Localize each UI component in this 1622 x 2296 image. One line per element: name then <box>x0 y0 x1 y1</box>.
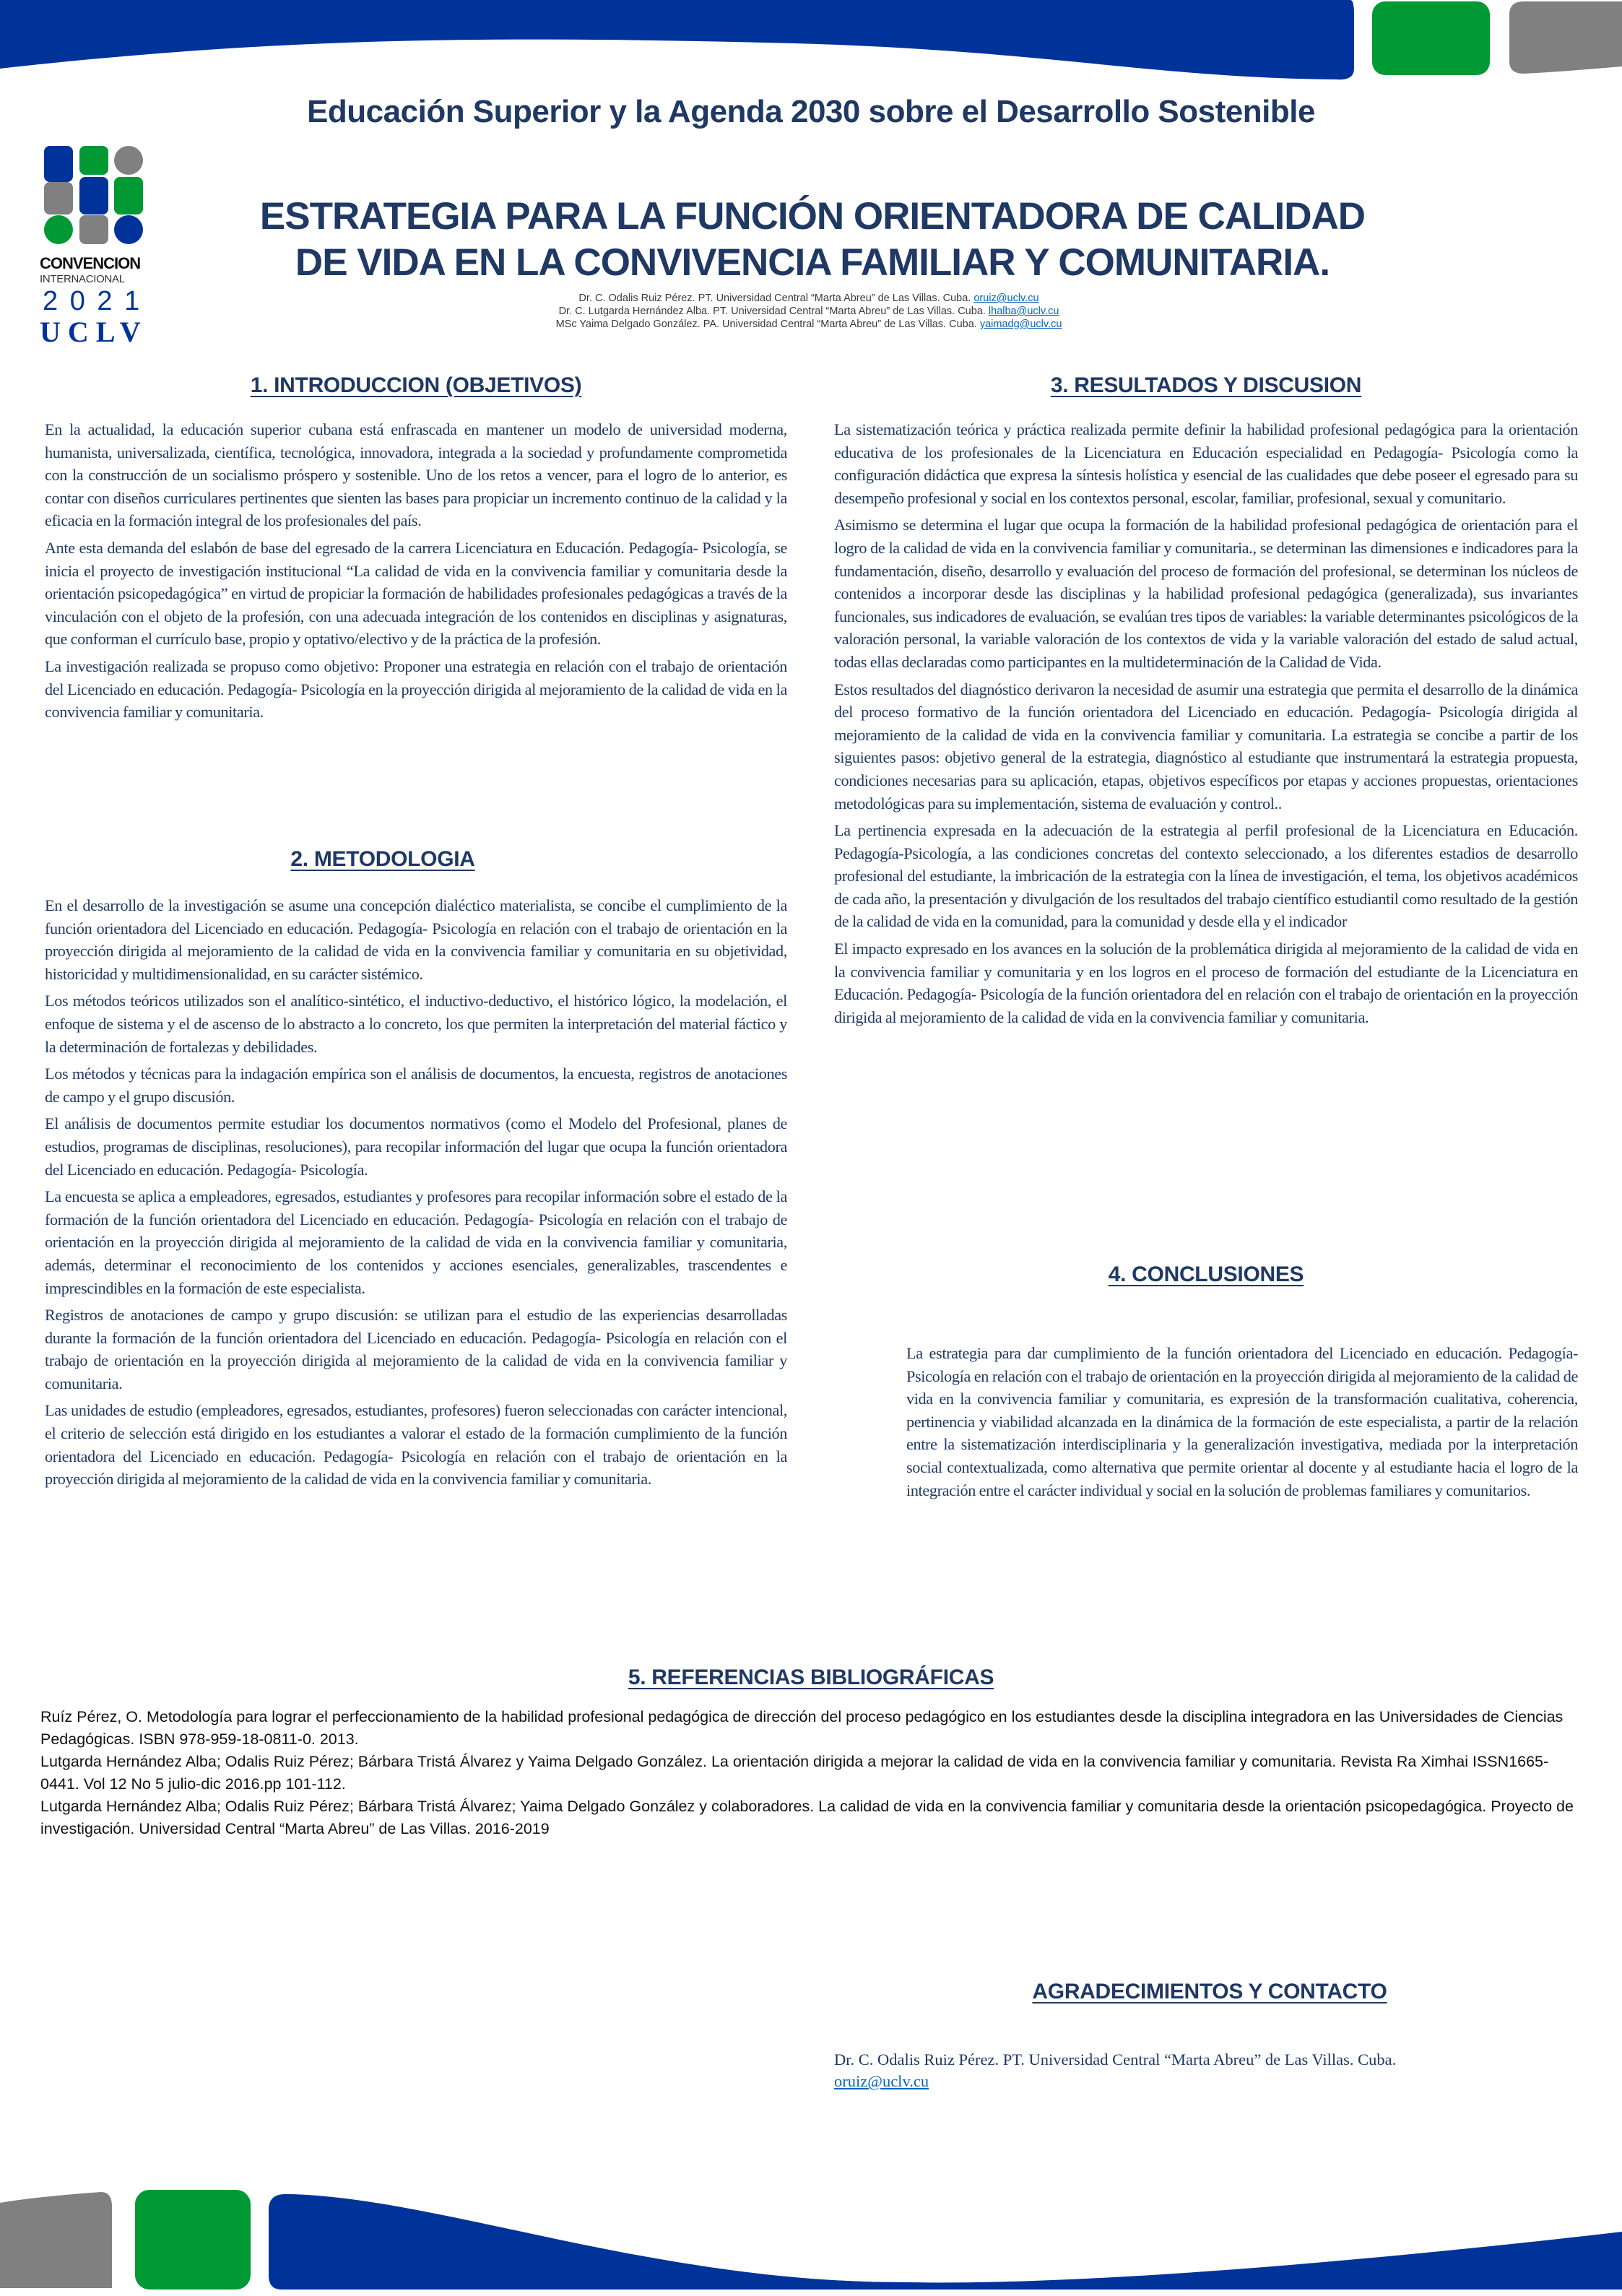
paragraph: Registros de anotaciones de campo y grupo discusión: se utilizan para el estudio de las experiencias desarrolladas durante la formación de la función orientadora del Licenciado en educación. Pedagogía- Psicología en relación con el trabajo de orientación en la proyección dirigida al mejoramiento de la calidad de vida en la convivencia familiar y comunitaria. <box>45 1306 787 1392</box>
logo-mark-icon <box>42 144 150 246</box>
contact-block <box>834 2049 1542 2092</box>
section-body-conclusiones <box>906 1342 1578 1506</box>
section-heading-text: 4. CONCLUSIONES <box>1108 1262 1304 1286</box>
section-heading-metodologia <box>45 847 721 872</box>
section-body-resultados <box>834 418 1578 1033</box>
logo-org: UCLV <box>40 316 148 348</box>
section-heading-introduccion <box>45 373 787 398</box>
paragraph: El impacto expresado en los avances en la solución de la problemática dirigida al mejoramiento de la calidad de vida en la convivencia familiar y comunitaria y en los logros en el proceso de formación del estudiante de la Licenciatura en Educación. Pedagogía- Psicología de la función orientadora del en relación con el trabajo de orientación en la proyección dirigida al mejoramiento de la calidad de vida en la convivencia familiar y comunitaria. <box>834 940 1578 1026</box>
paragraph: La sistematización teórica y práctica realizada permite definir la habilidad profesional pedagógica para la orientación educativa de los profesionales de la Licenciatura en Educación especialidad en Pedagogía- Psicología como la configuración didáctica que expresa la síntesis holística y esencial de las cualidades que debe poseer el egresado para su desempeño profesional y social en los contextos personal, escolar, familiar, profesional, sexual y comunitario. <box>834 420 1578 507</box>
author-affiliation: Dr. C. Odalis Ruiz Pérez. PT. Universidad Central “Marta Abreu” de Las Villas. Cuba. <box>578 293 974 304</box>
logo-line2: INTERNACIONAL <box>40 273 125 285</box>
bottom-banner-decoration <box>0 2174 1622 2293</box>
paragraph: Estos resultados del diagnóstico derivaron la necesidad de asumir una estrategia que permita el desarrollo de la dinámica del proceso formativo de la función orientadora del Licenciado en educación. Pedagogía- Psicología dirigida al mejoramiento de la calidad de vida en la convivencia familiar y comunitaria. La estrategia se concibe a partir de los siguientes pasos: objetivo general de la estrategia, diagnóstico al estudiante que instrumentará la estrategia propuesta, condiciones necesarias para su aplicación, etapas, objetivos específicos por etapas y acciones propuestas, orientaciones metodológicas para su implementación, sistema de evaluación y control.. <box>834 680 1578 813</box>
paragraph: Ante esta demanda del eslabón de base del egresado de la carrera Licenciatura en Educación. Pedagogía- Psicología, se inicia el proyecto de investigación institucional “La calidad de vida en la convivencia familiar y comunitaria desde la orientación psicopedagógica” en virtud de propiciar la formación de habilidades profesionales pedagógicas a través de la vinculación con el objeto de la profesión, con una adecuada integración de los contenidos en disciplinas y asignaturas, que conforman el currículo base, propio y optativo/electivo y de la práctica de la profesión. <box>45 538 787 649</box>
paragraph: La estrategia para dar cumplimiento de la función orientadora del Licenciado en educación. Pedagogía- Psicología en relación con el trabajo de orientación en la proyección dirigida al mejoramiento de la calidad de vida en la convivencia familiar y comunitaria, es expresión de la transformación cualitativa, coherencia, pertinencia y viabilidad alcanzada en la dinámica de la formación de este especialista, a partir de la relación entre la sistematización interdisciplinaria y la generalización investigativa, mediada por la interpretación social contextualizada, como alternativa que permite orientar al docente y al estudiante hacia el logro de la integración entre el carácter individual y social en la solución de problemas familiares y comunitarios. <box>906 1344 1578 1499</box>
section-heading-text: 5. REFERENCIAS BIBLIOGRÁFICAS <box>628 1665 994 1689</box>
paragraph: En el desarrollo de la investigación se asume una concepción dialéctico materialista, se concibe el cumplimiento de la función orientadora del Licenciado en educación. Pedagogía- Psicología en relación con el trabajo de orientación en la proyección dirigida al mejoramiento de la calidad de vida en la convivencia familiar y comunitaria en su objetividad, historicidad y multidimensionalidad, en su carácter sistémico. <box>45 896 787 983</box>
contact-text: Dr. C. Odalis Ruiz Pérez. PT. Universidad Central “Marta Abreu” de Las Villas. Cuba. <box>834 2050 1397 2068</box>
author-line <box>404 292 1213 305</box>
paragraph: Asimismo se determina el lugar que ocupa la formación de la habilidad profesional pedagógica de orientación para el logro de la calidad de vida en la convivencia familiar y comunitaria., se determinan las dimensiones e indicadores para la fundamentación, diseño, desarrollo y evaluación del proceso de formación del profesional, se determinan los núcleos de contenidos a incorporar desde las disciplinas y la habilidad profesional pedagógica (generalizada), sus invariantes funcionales, sus indicadores de evaluación, se evalúan tres tipos de variables: la variable determinantes psicológicos de la valoración personal, la variable valoración de los contextos de vida y la variable valoración del estado de salud actual, todas ellas declaradas como participantes en la multideterminación de la Calidad de Vida. <box>834 516 1578 671</box>
top-green-block <box>1372 1 1490 75</box>
section-heading-text: 1. INTRODUCCION (OBJETIVOS) <box>250 373 582 397</box>
bottom-gray-block <box>0 2192 112 2288</box>
reference-item: Lutgarda Hernández Alba; Odalis Ruiz Pérez; Bárbara Tristá Álvarez y Yaima Delgado González. La orientación dirigida a mejorar la calidad de vida en la convivencia familiar y comunitaria. Revista Ra Ximhai ISSN1665-0441. Vol 12 No 5 julio-dic 2016.pp 101-112. <box>40 1753 1549 1793</box>
section-heading-text: AGRADECIMIENTOS Y CONTACTO <box>1032 1980 1387 2003</box>
reference-list <box>40 1706 1579 1840</box>
convention-logo <box>40 144 155 347</box>
section-heading-referencias <box>0 1665 1622 1690</box>
section-body-metodologia <box>45 894 787 1495</box>
logo-line1: CONVENCION <box>40 254 141 272</box>
poster-title <box>217 194 1408 286</box>
author-email-link[interactable]: lhalba@uclv.cu <box>988 306 1059 317</box>
author-email-link[interactable]: yaimadg@uclv.cu <box>979 319 1062 330</box>
top-gray-block <box>1509 1 1622 74</box>
logo-year: 2 0 2 1 <box>43 286 142 316</box>
poster-title-line1: ESTRATEGIA PARA LA FUNCIÓN ORIENTADORA DE CALIDAD <box>259 195 1366 238</box>
paragraph: La encuesta se aplica a empleadores, egresados, estudiantes y profesores para recopilar información sobre el estado de la formación de la función orientadora del Licenciado en educación. Pedagogía- Psicología en relación con el trabajo de orientación en la proyección dirigida al mejoramiento de la calidad de vida en la convivencia familiar y comunitaria, además, determinar el reconocimiento de los contenidos y acciones esenciales, generalizables, trascendentes e imprescindibles en la formación de este especialista. <box>45 1187 787 1297</box>
section-heading-text: 3. RESULTADOS Y DISCUSION <box>1050 373 1362 397</box>
paragraph: El análisis de documentos permite estudiar los documentos normativos (como el Modelo del Profesional, planes de estudios, programas de disciplinas, resoluciones), para recopilar información del lugar que ocupa la función orientadora del Licenciado en educación. Pedagogía- Psicología. <box>45 1114 787 1179</box>
bottom-green-block <box>135 2190 251 2289</box>
section-heading-contacto <box>1007 1980 1412 2004</box>
paragraph: Los métodos teóricos utilizados son el analítico-sintético, el inductivo-deductivo, el histórico lógico, la modelación, el enfoque de sistema y el de ascenso de lo abstracto a lo concreto, los que permiten la interpretación del material fáctico y la determinación de fortalezas y debilidades. <box>45 992 787 1056</box>
reference-item: Lutgarda Hernández Alba; Odalis Ruiz Pérez; Bárbara Tristá Álvarez; Yaima Delgado González y colaboradores. La calidad de vida en la convivencia familiar y comunitaria desde la orientación psicopedagógica. Proyecto de investigación. Universidad Central “Marta Abreu” de Las Villas. 2016-2019 <box>40 1798 1574 1837</box>
top-banner-decoration <box>0 0 1622 90</box>
author-list <box>404 292 1213 331</box>
paragraph: Las unidades de estudio (empleadores, egresados, estudiantes, profesores) fueron seleccionadas con carácter intencional, el criterio de selección está dirigido en los estudiantes a valorar el estado de la formación cumplimiento de la función orientadora del Licenciado en educación. Pedagogía- Psicología en relación con el trabajo de orientación en la proyección dirigida al mejoramiento de la calidad de vida en la convivencia familiar y comunitaria. <box>45 1401 787 1489</box>
contact-email-link[interactable]: oruiz@uclv.cu <box>834 2072 929 2090</box>
section-heading-text: 2. METODOLOGIA <box>290 847 475 871</box>
section-heading-resultados <box>834 373 1578 398</box>
conference-subtitle: Educación Superior y la Agenda 2030 sobre el Desarrollo Sostenible <box>307 94 1315 129</box>
author-affiliation: MSc Yaima Delgado González. PA. Universidad Central “Marta Abreu” de Las Villas. Cuba. <box>555 319 980 330</box>
paragraph: En la actualidad, la educación superior cubana está enfrascada en mantener un modelo de universidad moderna, humanista, universalizada, científica, tecnológica, innovadora, integrada a la sociedad y profundamente comprometida con la construcción de un socialismo próspero y sostenible. Uno de los retos a vencer, para el logro de lo anterior, es contar con diseños curriculares pertinentes que sienten las bases para propiciar un incremento continuo de la calidad y la eficacia en la formación integral de los profesionales del país. <box>45 420 787 530</box>
section-heading-conclusiones <box>975 1262 1437 1287</box>
author-line <box>404 305 1213 318</box>
author-affiliation: Dr. C. Lutgarda Hernández Alba. PT. Universidad Central “Marta Abreu” de Las Villas. Cuba. <box>558 306 989 317</box>
section-body-introduccion <box>45 418 787 728</box>
author-email-link[interactable]: oruiz@uclv.cu <box>973 293 1039 304</box>
paragraph: Los métodos y técnicas para la indagación empírica son el análisis de documentos, la encuesta, registros de anotaciones de campo y el grupo discusión. <box>45 1065 787 1106</box>
author-line <box>404 318 1213 331</box>
top-blue-wave <box>0 0 1354 79</box>
paragraph: La pertinencia expresada en la adecuación de la estrategia al perfil profesional de la Licenciatura en Educación. Pedagogía-Psicología, a las condiciones concretas del contexto seleccionado, a los diferentes estadios de desarrollo profesional del estudiante, la imbricación de la estrategia con la línea de investigación, el tema, los objetivos académicos de cada año, la presentación y divulgación de los resultados del trabajo científico estudiantil como resultado de la gestión de la calidad de vida en la comunidad, para la comunidad y desde ella y el indicador <box>834 821 1578 931</box>
poster-title-line2: DE VIDA EN LA CONVIVENCIA FAMILIAR Y COMUNITARIA. <box>295 241 1330 284</box>
paragraph: La investigación realizada se propuso como objetivo: Proponer una estrategia en relación con el trabajo de orientación del Licenciado en educación. Pedagogía- Psicología en la proyección dirigida al mejoramiento de la calidad de vida en la convivencia familiar y comunitaria. <box>45 657 787 722</box>
reference-item: Ruíz Pérez, O. Metodología para lograr el perfeccionamiento de la habilidad profesional pedagógica de dirección del proceso pedagógico en los estudiantes desde la disciplina integradora en las Universidades de Ciencias Pedagógicas. ISBN 978-959-18-0811-0. 2013. <box>40 1708 1564 1748</box>
